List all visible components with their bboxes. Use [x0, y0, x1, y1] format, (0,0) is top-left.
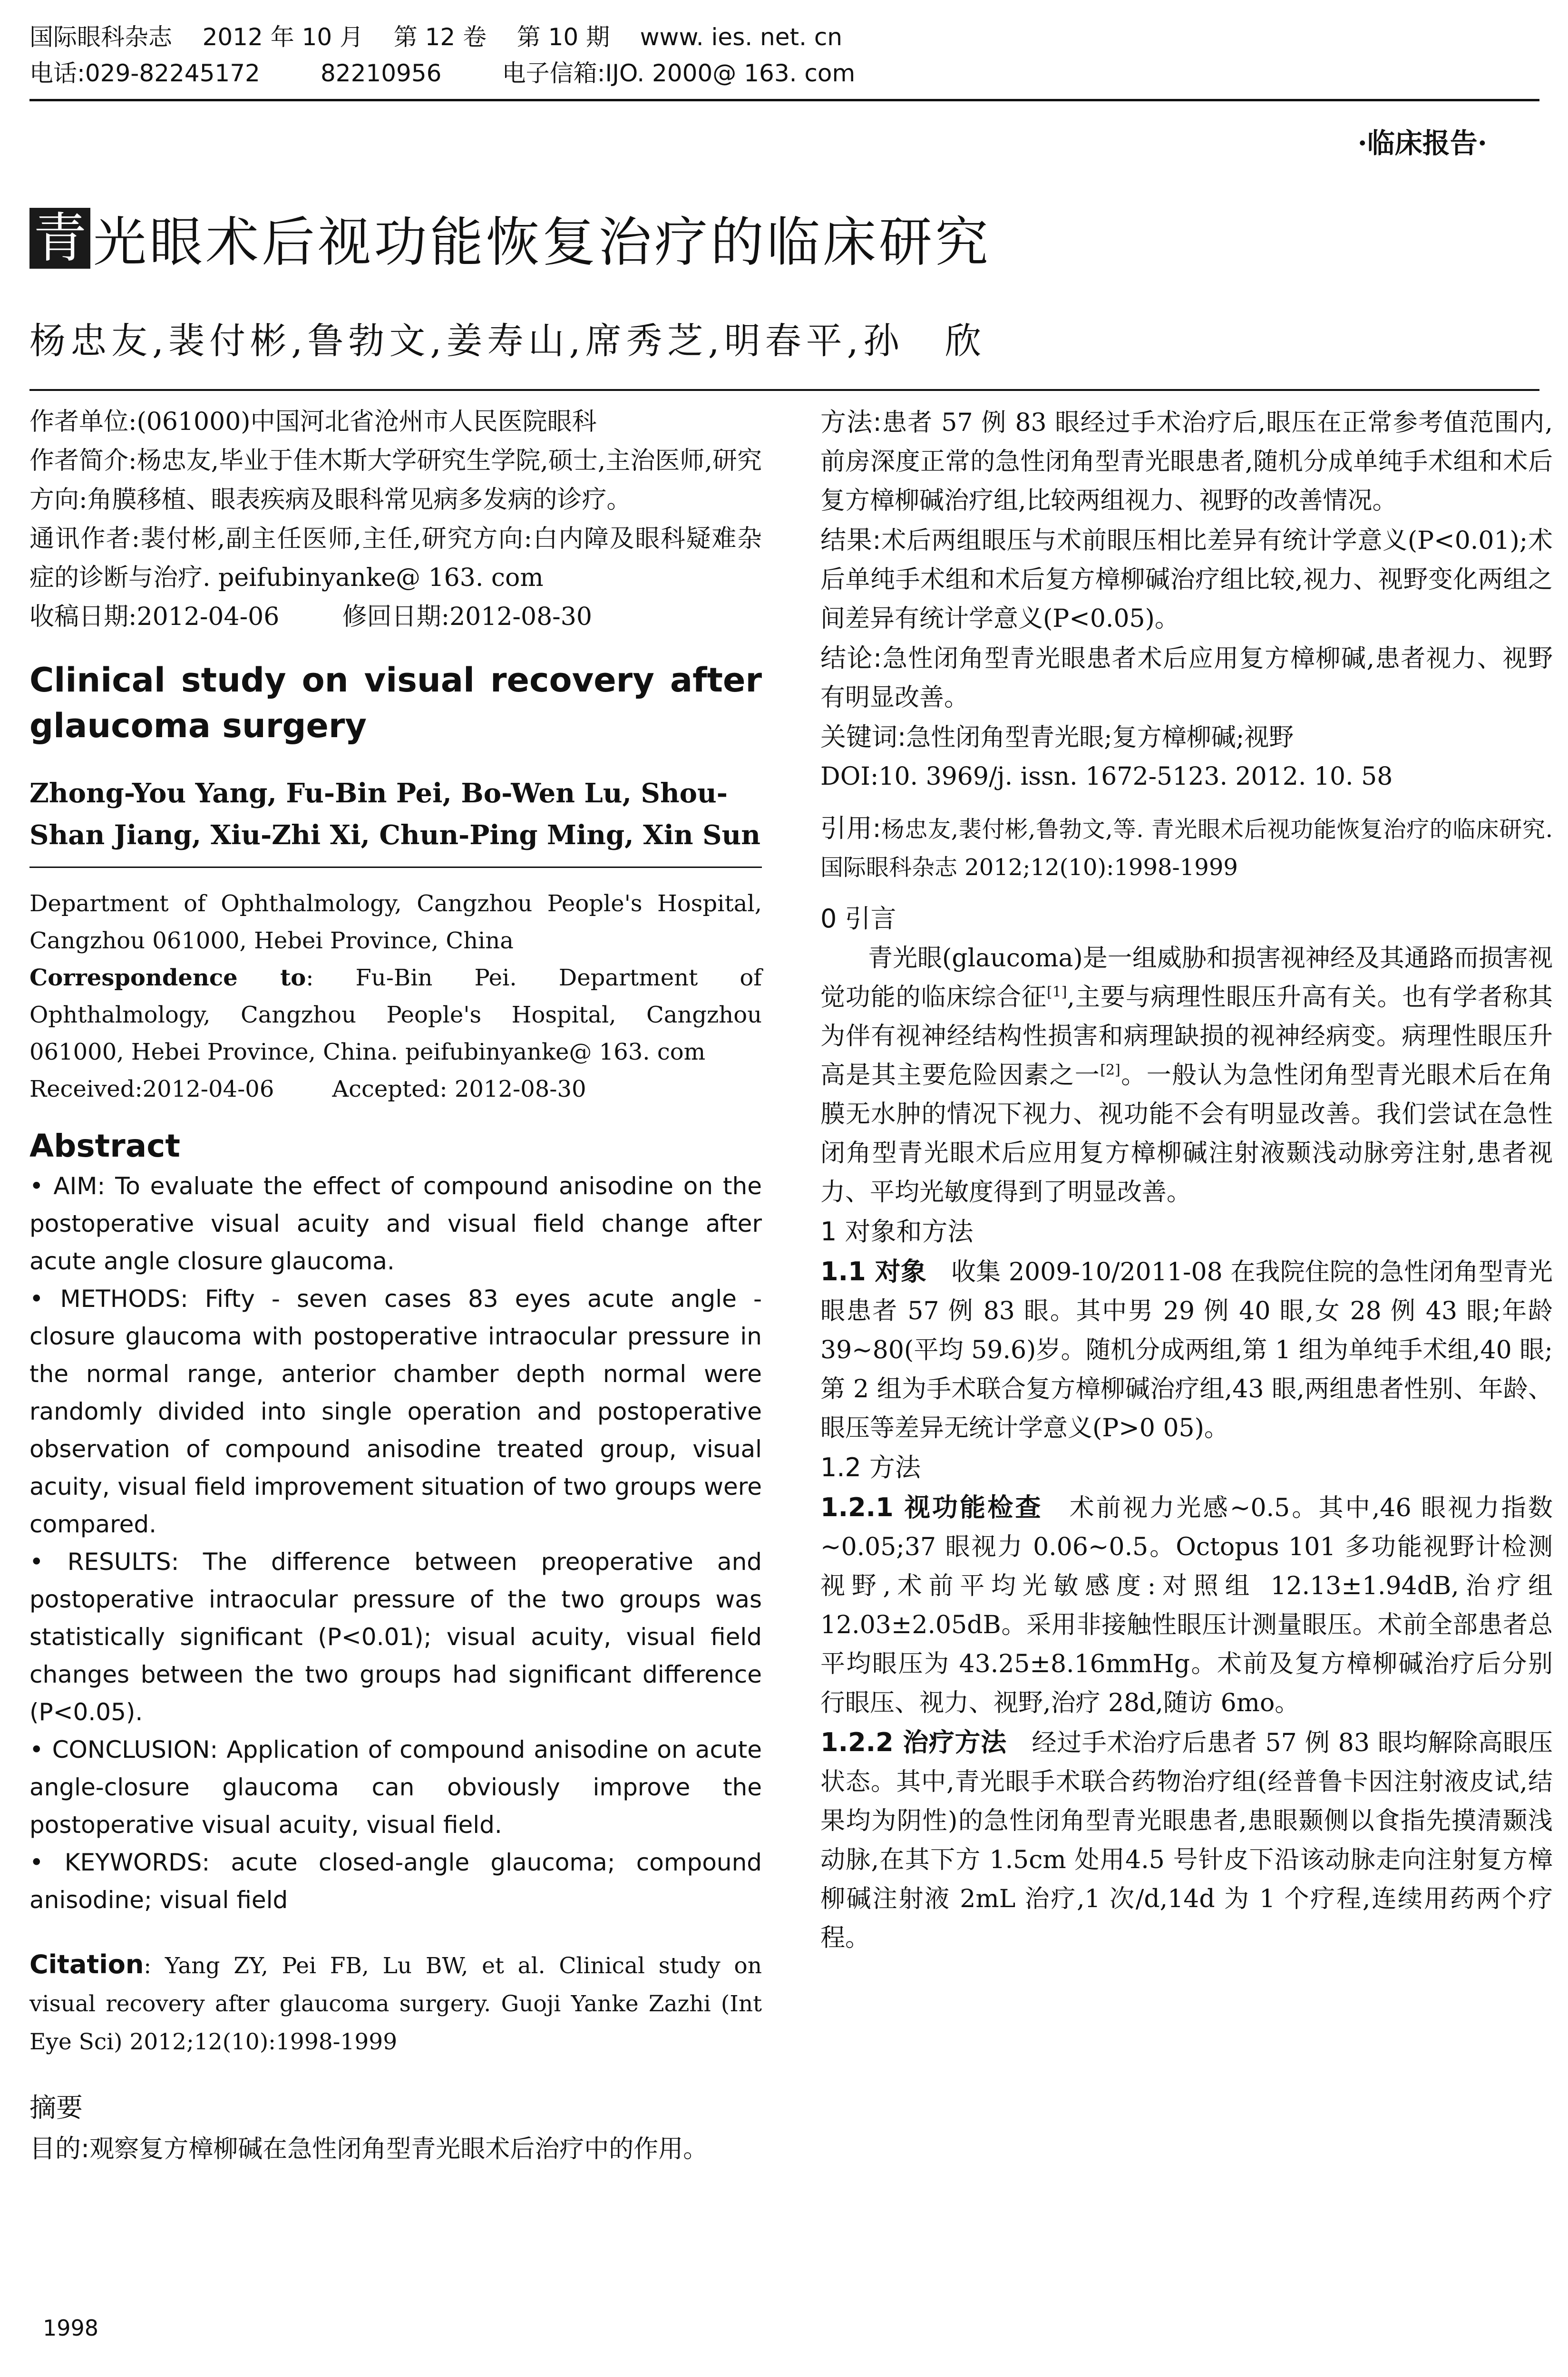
section-1-2-2 [820, 1723, 1553, 1958]
zh-abstract-heading: 摘要 [29, 2093, 83, 2124]
author-info [29, 402, 762, 636]
journal-info-line: 国际眼科杂志 2012 年 10 月 第 12 卷 第 10 期 www. ies. net. cn [29, 23, 843, 51]
english-authors: Zhong-You Yang, Fu-Bin Pei, Bo-Wen Lu, Shou-Shan Jiang, Xiu-Zhi Xi, Chun-Ping Ming, Xin Sun [29, 778, 760, 851]
citation-zh-text: 杨忠友,裴付彬,鲁勃文,等. 青光眼术后视功能恢复治疗的临床研究. 国际眼科杂志 2012;12(10):1998-1999 [820, 816, 1553, 881]
zh-keywords-text: 急性闭角型青光眼;复方樟柳碱;视野 [906, 723, 1294, 752]
zh-keywords [820, 717, 1553, 757]
section-1-2-2-head: 1.2.2 治疗方法 [820, 1727, 1007, 1757]
section-1-2-1-text: 术前视力光感~0.5。其中,46 眼视力指数~0.05;37 眼视力 0.06~0.5。Octopus 101 多功能视野计检测视野,术前平均光敏感度:对照组 12.13±1.94dB,治疗组 12.03±2.05dB。采用非接触性眼压计测量眼压。术前全部患者总平均眼压为 43.25±8.16mmHg。术前及复方樟柳碱治疗后分别行眼压、视力、视野,治疗 28d,随访 6mo。 [820, 1494, 1553, 1717]
author-bio: 作者简介:杨忠友,毕业于佳木斯大学研究生学院,硕士,主治医师,研究方向:角膜移植、眼表疾病及眼科常见病多发病的诊疗。 [29, 447, 762, 514]
zh-results-text: 术后两组眼压与术前眼压相比差异有统计学意义(P<0.01);术后单纯手术组和术后复方樟柳碱治疗组比较,视力、视野变化两组之间差异有统计学意义(P<0.05)。 [820, 526, 1553, 633]
correspondence-text: : Fu-Bin Pei. Department of Ophthalmology, Cangzhou People's Hospital, Cangzhou 061000, Hebei Province, China. peifubinyanke@ 163. com [29, 964, 762, 1065]
section-1-2-1 [820, 1488, 1553, 1723]
abstract-conclusion: • CONCLUSION: Application of compound anisodine on acute angle-closure glaucoma can obviously improve the postoperative visual acuity, visual field. [29, 1736, 762, 1839]
received-dates-zh: 收稿日期:2012-04-06 修回日期:2012-08-30 [29, 603, 592, 631]
section-1-2-2-text: 经过手术治疗后患者 57 例 83 眼均解除高眼压状态。其中,青光眼手术联合药物治疗组(经普鲁卡因注射液皮试,结果均为阴性)的急性闭角型青光眼患者,患眼颞侧以食指先摸清颞浅动脉,在其下方 1.5cm 处用4.5 号针皮下沿该动脉走向注射复方樟柳碱注射液 2mL 治疗,1 次/d,14d 为 1 个疗程,连续用药两个疗程。 [820, 1729, 1553, 1952]
zh-methods-text: 患者 57 例 83 眼经过手术治疗后,眼压在正常参考值范围内,前房深度正常的急性闭角型青光眼患者,随机分成单纯手术组和术后复方樟柳碱治疗组,比较两组视力、视野的改善情况。 [820, 409, 1553, 515]
abstract-heading: Abstract [29, 1128, 180, 1164]
zh-objective-label: 目的: [29, 2133, 90, 2163]
methods-heading: 1 对象和方法 [820, 1217, 974, 1247]
zh-objective [29, 2129, 762, 2169]
section-1-2-head: 1.2 方法 [820, 1452, 921, 1482]
citation-zh-label: 引用: [820, 813, 881, 843]
ref-1: [1] [1047, 984, 1067, 1001]
english-affiliation: Department of Ophthalmology, Cangzhou People's Hospital, Cangzhou 061000, Hebei Province, China [29, 890, 762, 954]
zh-methods [820, 402, 1553, 520]
right-column [820, 402, 1553, 1958]
zh-conclusion-text: 急性闭角型青光眼患者术后应用复方樟柳碱,患者视力、视野有明显改善。 [820, 644, 1553, 712]
abstract-results: • RESULTS: The difference between preoperative and postoperative intraocular pressure of the two groups was statistically significant (P<0.01); visual acuity, visual field changes between the two groups had significant difference (P<0.05). [29, 1548, 762, 1726]
author-unit: 作者单位:(061000)中国河北省沧州市人民医院眼科 [29, 408, 597, 436]
section-1-1 [820, 1252, 1553, 1448]
header-rule [29, 99, 1539, 101]
citation-en [29, 1946, 762, 2061]
left-column [29, 402, 762, 2169]
title-text: 光眼术后视功能恢复治疗的临床研究 [93, 212, 991, 273]
citation-zh [820, 809, 1553, 887]
spacer [820, 887, 1553, 899]
correspondence-label: Correspondence to [29, 964, 306, 991]
intro-paragraph [820, 939, 1553, 1212]
zh-methods-label: 方法: [820, 407, 882, 437]
page-number: 1998 [43, 2315, 99, 2341]
section-1-2-1-head: 1.2.1 视功能检查 [820, 1492, 1043, 1522]
abstract-aim: • AIM: To evaluate the effect of compound anisodine on the postoperative visual acuity and visual field change after acute angle closure glaucoma. [29, 1172, 762, 1275]
zh-conclusion [820, 638, 1553, 717]
abstract-methods: • METHODS: Fifty - seven cases 83 eyes acute angle - closure glaucoma with postoperative intraocular pressure in the normal range, anterior chamber depth normal were randomly divided into single operation and postoperative observation of compound anisodine treated group, visual acuity, visual field improvement situation of two groups were compared. [29, 1285, 762, 1538]
section-1-1-head: 1.1 对象 [820, 1257, 926, 1286]
section-1-1-text: 收集 2009-10/2011-08 在我院住院的急性闭角型青光眼患者 57 例 83 眼。其中男 29 例 40 眼,女 28 例 43 眼;年龄 39~80(平均 59.6)岁。随机分成两组,第 1 组为单纯手术组,40 眼;第 2 组为手术联合复方樟柳碱治疗组,43 眼,两组患者性别、年龄、眼压等差异无统计学意义(P>0 05)。 [820, 1258, 1553, 1442]
intro-text-c: 。一般认为急性闭角型青光眼术后在角膜无水肿的情况下视力、视功能不会有明显改善。我们尝试在急性闭角型青光眼术后应用复方樟柳碱注射液颞浅动脉旁注射,患者视力、平均光敏度得到了明显改善。 [820, 1061, 1553, 1207]
zh-results [820, 520, 1553, 638]
spacer [820, 796, 1553, 809]
received-dates-en: Received:2012-04-06 Accepted: 2012-08-30 [29, 1076, 586, 1102]
abstract-keywords: • KEYWORDS: acute closed-angle glaucoma; compound anisodine; visual field [29, 1849, 762, 1914]
zh-objective-text: 观察复方樟柳碱在急性闭角型青光眼术后治疗中的作用。 [89, 2135, 708, 2163]
intro-heading: 0 引言 [820, 904, 896, 934]
correspondence [29, 959, 762, 1071]
section-label: ·临床报告· [1357, 127, 1487, 159]
authors-rule [29, 867, 762, 868]
corresponding-author: 通讯作者:裴付彬,副主任医师,主任,研究方向:白内障及眼科疑难杂症的诊断与治疗. peifubinyanke@ 163. com [29, 525, 762, 592]
title-rule [29, 389, 1539, 391]
citation-text: : Yang ZY, Pei FB, Lu BW, et al. Clinical study on visual recovery after glaucoma surgery. Guoji Yanke Zazhi (Int Eye Sci) 2012;12(10):1998-1999 [29, 1953, 762, 2055]
ref-2: [2] [1100, 1062, 1120, 1079]
intro-text-a: 青光眼(glaucoma)是一组威胁和损害视神经及其通路而损害视觉功能的临床综合征 [820, 944, 1553, 1012]
title-drop-char: 青 [29, 208, 90, 269]
journal-contact-line: 电话:029-82245172 82210956 电子信箱:IJO. 2000@ 163. com [29, 59, 856, 87]
citation-label: Citation [29, 1949, 144, 1979]
zh-results-label: 结果: [820, 525, 881, 555]
english-title: Clinical study on visual recovery after glaucoma surgery [29, 661, 762, 745]
authors-zh: 杨忠友,裴付彬,鲁勃文,姜寿山,席秀芝,明春平,孙 欣 [29, 320, 986, 362]
intro-text-b: ,主要与病理性眼压升高有关。也有学者称其为伴有视神经结构性损害和病理缺损的视神经病变。病理性眼压升高是其主要危险因素之一 [820, 983, 1553, 1090]
zh-keywords-label: 关键词: [820, 722, 906, 752]
doi: DOI:10. 3969/j. issn. 1672-5123. 2012. 10. 58 [820, 762, 1393, 791]
article-title [29, 200, 991, 276]
zh-conclusion-label: 结论: [820, 643, 882, 673]
journal-header [29, 19, 1539, 91]
